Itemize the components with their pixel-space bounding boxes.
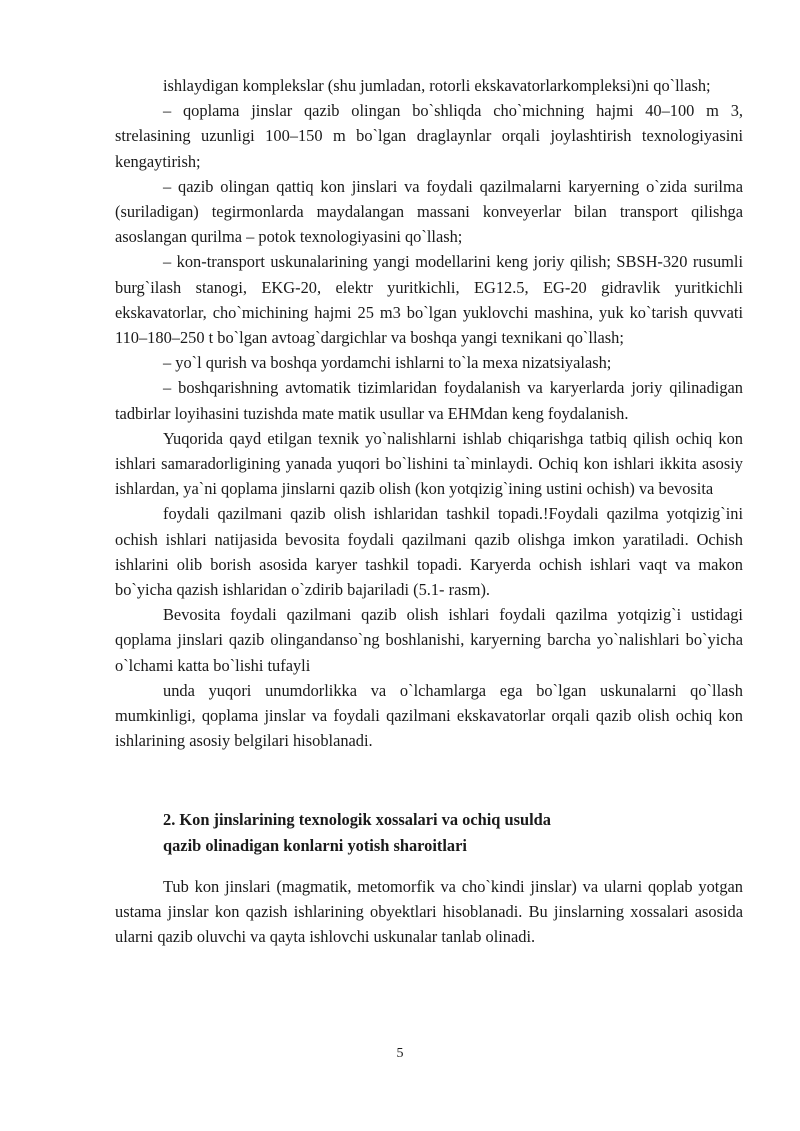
paragraph-10: unda yuqori unumdorlikka va o`lchamlarga ega bo`lgan uskunalarni qo`llash mumkinligi, qoplama jinslar va foydali qazilmani ekskavatorlar orqali qazib olish ochiq kon ishlarining asosiy belgilari hisoblanadi. (115, 680, 743, 751)
paragraph-7: Yuqorida qayd etilgan texnik yo`nalishlarni ishlab chiqarishga tatbiq qilish ochiq kon ishlari samaradorligining yanada yuqori bo`lishini ta`minlaydi. Ochiq kon ishlari ikkita asosiy ishlardan, ya`ni qoplama jinslarni qazib olish (kon yotqizig`ining ustini ochish) va bevosita (115, 428, 743, 499)
paragraph-5: – yo`l qurish va boshqa yordamchi ishlarni to`la mexa nizatsiyalash; (163, 353, 612, 373)
section-heading-line-1: 2. Kon jinslarining texnologik xossalari va ochiq usulda (163, 810, 551, 830)
body-text (115, 73, 743, 753)
paragraph-3: – qazib olingan qattiq kon jinslari va foydali qazilmalarni karyerning o`zida surilma (suriladigan) tegirmonlarda maydalangan massani konveyerlar bilan transport qilishga asoslangan qurilma – potok texnologiyasini qo`llash; (115, 176, 743, 247)
paragraph-9: Bevosita foydali qazilmani qazib olish ishlari foydali qazilma yotqizig`i ustidagi qoplama jinslari qazib olingandanso`ng boshlanishi, karyerning barcha yo`nalishlari bo`yicha o`lchami katta bo`lishi tufayli (115, 605, 743, 675)
paragraph-6: – boshqarishning avtomatik tizimlaridan foydalanish va karyerlarda joriy qilinadigan tadbirlar loyihasini tuzishda mate matik usullar va EHMdan keng foydalanish. (115, 378, 743, 423)
paragraph-final: Tub kon jinslari (magmatik, metomorfik va cho`kindi jinslar) va ularni qoplab yotgan ustama jinslar kon qazish ishlarining obyektlari hisoblanadi. Bu jinslarning xossalari asosida ularni qazib oluvchi va qayta ishlovchi uskunalar tanlab olinadi. (115, 876, 743, 947)
paragraph-4: – kon-transport uskunalarining yangi modellarini keng joriy qilish; SBSH-320 rusumli burg`ilash stanogi, EKG-20, elektr yuritkichli, EG12.5, EG-20 gidravlik yuritkichli ekskavatorlar, cho`michining hajmi 25 m3 bo`lgan yuklovchi mashina, yuk ko`tarish quvvati 110–180–250 t bo`lgan avtoag`dargichlar va boshqa yangi texnikani qo`llash; (115, 252, 743, 348)
page-number: 5 (396, 1046, 404, 1061)
paragraph-1: ishlaydigan komplekslar (shu jumladan, rotorli ekskavatorlarkompleksi)ni qo`llash; (163, 76, 711, 95)
paragraph-8: foydali qazilmani qazib olish ishlaridan tashkil topadi.!Foydali qazilma yotqizig`ini ochish ishlari natijasida bevosita foydali qazilmani qazib olishga imkon yaratiladi. Ochish ishlarini olib borish asosida karyer tashkil topadi. Karyerda ochish ishlari vaqt va makon bo`yicha qazish ishlaridan o`zdirib bajariladi (5.1- rasm). (115, 504, 743, 600)
section-heading (115, 807, 743, 857)
paragraph-2: – qoplama jinslar qazib olingan bo`shliqda cho`michning hajmi 40–100 m 3, strelasining uzunligi 100–150 m bo`lgan draglaynlar orqali joylashtirish texnologiyasini kengaytirish; (115, 101, 743, 171)
section-heading-line-2: qazib olinadigan konlarni yotish sharoitlari (163, 835, 467, 855)
